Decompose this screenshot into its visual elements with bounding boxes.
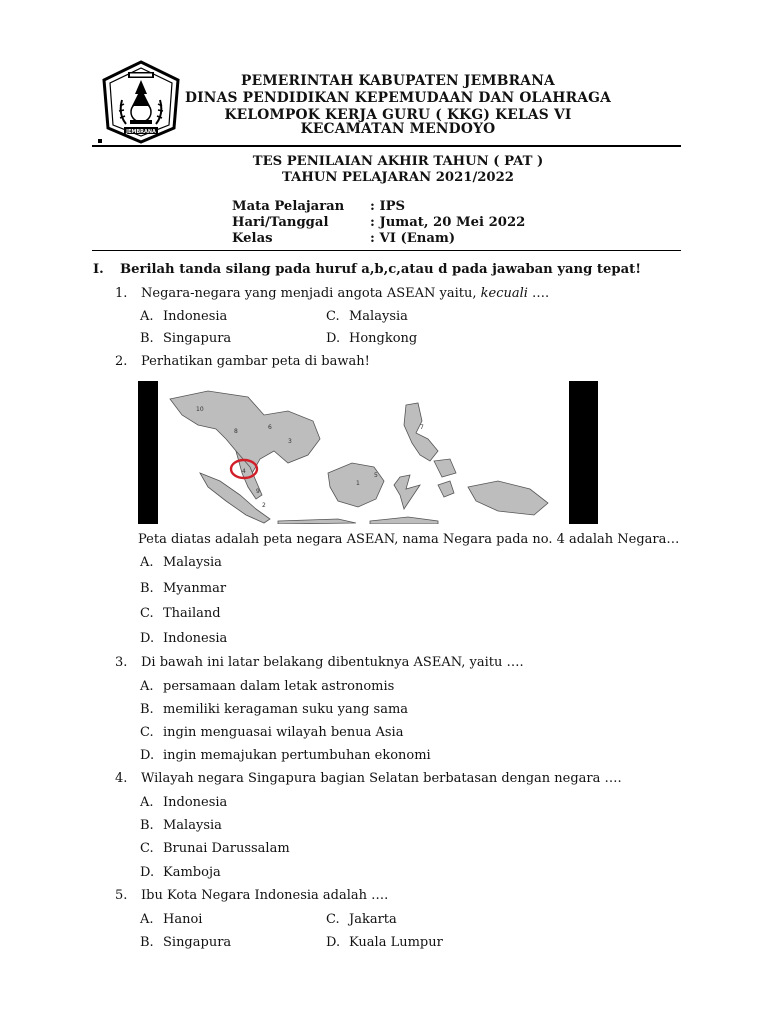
option-text: Thailand (163, 606, 221, 621)
option-text: Myanmar (163, 581, 227, 596)
map-number: 5 (374, 472, 378, 479)
map-number: 1 (356, 480, 360, 487)
map-number: 3 (288, 438, 292, 445)
option[interactable] (326, 309, 408, 325)
option-text: Hongkong (349, 331, 418, 346)
question-emphasis: kecuali (480, 286, 528, 301)
header-line-3: KELOMPOK KERJA GURU ( KKG) KELAS VI (224, 107, 572, 123)
option[interactable] (326, 331, 417, 347)
option-text: Kamboja (163, 865, 221, 880)
section-instruction: Berilah tanda silang pada huruf a,b,c,atau d pada jawaban yang tepat! (120, 262, 642, 277)
option-text: Malaysia (163, 818, 222, 833)
option[interactable] (140, 795, 227, 811)
exam-title: TES PENILAIAN AKHIR TAHUN ( PAT ) (252, 154, 544, 169)
question-number: 1. (115, 286, 128, 301)
option[interactable] (140, 309, 227, 325)
question-4 (115, 771, 622, 787)
meta-value: : Jumat, 20 Mei 2022 (370, 215, 526, 230)
question-number: 3. (115, 655, 128, 670)
bullet-mark (98, 139, 102, 143)
meta-label: Kelas (232, 231, 273, 246)
meta-label: Hari/Tanggal (232, 215, 329, 230)
meta-value: : VI (Enam) (370, 231, 456, 246)
question-number: 4. (115, 771, 128, 786)
header-line-1: PEMERINTAH KABUPATEN JEMBRANA (241, 73, 555, 89)
option-text: memiliki keragaman suku yang sama (163, 702, 409, 717)
question-1 (115, 286, 549, 302)
header-line-4: KECAMATAN MENDOYO (300, 121, 496, 137)
option-letter: B. (140, 581, 154, 596)
option-letter: A. (140, 555, 154, 570)
option-letter: A. (140, 309, 154, 324)
header-line-2: DINAS PENDIDIKAN KEPEMUDAAN DAN OLAHRAGA (184, 90, 612, 106)
option-letter: C. (326, 912, 340, 927)
option[interactable] (326, 912, 397, 928)
option-text: Malaysia (163, 555, 222, 570)
map-number: 2 (262, 502, 266, 509)
map-number: 7 (420, 424, 424, 431)
question-suffix: …. (527, 286, 550, 301)
option[interactable] (140, 631, 227, 647)
question-text: Perhatikan gambar peta di bawah! (141, 354, 370, 369)
question-paragraph: Peta diatas adalah peta negara ASEAN, nama Negara pada no. 4 adalah Negara… (138, 532, 680, 547)
map-number: 9 (256, 488, 260, 495)
option-text: Indonesia (163, 631, 228, 646)
map-number: 6 (268, 424, 272, 431)
map-number: 8 (234, 428, 238, 435)
question-5 (115, 888, 388, 904)
option-letter: B. (140, 818, 154, 833)
map-number: 10 (196, 406, 204, 413)
option-text: Hanoi (163, 912, 203, 927)
question-number: 5. (115, 888, 128, 903)
option-text: ingin memajukan pertumbuhan ekonomi (163, 748, 431, 763)
option-text: Singapura (163, 331, 232, 346)
question-3 (115, 655, 524, 671)
option-letter: C. (140, 725, 154, 740)
option-letter: B. (140, 935, 154, 950)
option-text: Jakarta (349, 912, 397, 927)
option[interactable] (140, 865, 221, 881)
meta-divider (92, 250, 681, 251)
section-number: I. (93, 262, 104, 277)
option-text: ingin menguasai wilayah benua Asia (163, 725, 404, 740)
option[interactable] (140, 581, 226, 597)
option[interactable] (140, 679, 394, 695)
option-letter: A. (140, 912, 154, 927)
option[interactable] (140, 555, 222, 571)
option-letter: C. (326, 309, 340, 324)
exam-year: TAHUN PELAJARAN 2021/2022 (282, 170, 514, 185)
option-text: Brunai Darussalam (163, 841, 290, 856)
option-text: Indonesia (163, 309, 228, 324)
option-text: Kuala Lumpur (349, 935, 443, 950)
map-number: 4 (242, 468, 246, 475)
option[interactable] (140, 725, 403, 741)
option[interactable] (140, 606, 221, 622)
option-text: Malaysia (349, 309, 408, 324)
option-letter: A. (140, 795, 154, 810)
logo-caption: JEMBRANA (126, 128, 156, 135)
option-letter: C. (140, 606, 154, 621)
option-letter: D. (140, 748, 155, 763)
option-letter: D. (326, 331, 341, 346)
option[interactable] (140, 912, 202, 928)
meta-label: Mata Pelajaran (232, 199, 345, 214)
option-letter: D. (326, 935, 341, 950)
option-text: persamaan dalam letak astronomis (163, 679, 395, 694)
option-letter: D. (140, 631, 155, 646)
southeast-asia-map-icon (138, 381, 598, 524)
option-letter: C. (140, 841, 154, 856)
question-text: Wilayah negara Singapura bagian Selatan berbatasan dengan negara …. (141, 771, 622, 786)
header-divider (92, 145, 681, 147)
option[interactable] (326, 935, 443, 951)
question-number: 2. (115, 354, 128, 369)
question-text: Negara-negara yang menjadi angota ASEAN yaitu, (141, 286, 477, 301)
question-text: Ibu Kota Negara Indonesia adalah …. (141, 888, 389, 903)
meta-value: : IPS (370, 199, 406, 214)
option-text: Singapura (163, 935, 232, 950)
option[interactable] (140, 841, 290, 857)
option-letter: B. (140, 702, 154, 717)
option-letter: D. (140, 865, 155, 880)
option[interactable] (140, 748, 431, 764)
option-letter: A. (140, 679, 154, 694)
option[interactable] (140, 702, 408, 718)
option[interactable] (140, 331, 231, 347)
question-2 (115, 354, 370, 370)
option-text: Indonesia (163, 795, 228, 810)
question-text: Di bawah ini latar belakang dibentuknya ASEAN, yaitu …. (141, 655, 524, 670)
option[interactable] (140, 818, 222, 834)
option[interactable] (140, 935, 231, 951)
option-letter: B. (140, 331, 154, 346)
